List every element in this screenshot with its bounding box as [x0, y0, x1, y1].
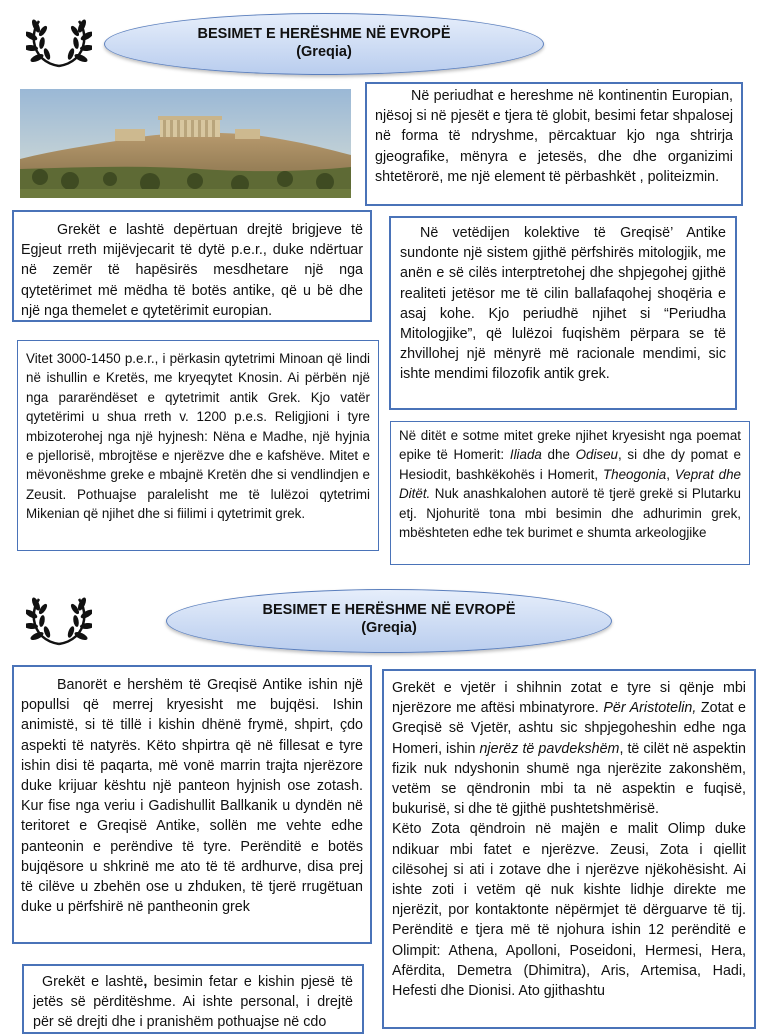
section-title-2	[166, 589, 612, 653]
section-title-line2: (Greqia)	[296, 44, 352, 60]
minoan-text-box	[17, 340, 379, 551]
laurel-wreath-icon	[26, 14, 92, 70]
gods-text-1: Grekët e vjetër i shihnin zotat e tyre si qënje mbi njerëzore me aftësi mbinatyrore. Për Aristotelin, Zotat e Greqisë së Vjetër, ashtu sic shpjegoheshin edhe nga Homeri, ishin njerëz të pavdekshëm, të cilët në aspektin fizik nuk ndyshonin shumë nga njerëzite zakonshëm, vetëm se qëndronin mbi ta në aspektin e fuqisë, bukurisë, si dhe të gjithë pushtetshmërisë.	[392, 680, 747, 818]
mythology-text-box	[389, 216, 737, 410]
intro-text: Në periudhat e hereshme në kontinentin Europian, njësoj si në pjesët e tjera të globit, besimi fetar shpalosej në forma të ndryshme, përcaktuar kjo nga shtrirja gjeografike, mënyra e jetesës, dhe dhe organizimi shtetërorë, me një element të përbashkët , politeizmin.	[375, 88, 733, 185]
section-title-line2: (Greqia)	[361, 620, 417, 636]
immortal-term: njerëz të pavdekshëm	[479, 740, 620, 757]
theogony-title: Theogonia	[602, 466, 667, 482]
intro-text-box	[365, 82, 743, 206]
myths-text: Në ditët e sotme mitet greke njihet kryesisht nga poemat epike të Homerit: Iliada dhe Odiseu, si dhe dy pomat e Hesiodit, bashkëkohës i Homerit, Theogonia, Veprat dhe Ditët. Nuk anashkalohen autorë të tjerë grekë si Plutarku etj. Njohuritë tona mbi besimin dhe adhurimin grek, mbështeten edhe tek burimet e shumta arkeologjike	[399, 428, 741, 541]
inhabitants-text: Banorët e hershëm të Greqisë Antike ishin një popullsi që merrej kryesisht me bujqësi. Ishin animistë, si të tillë i kishin dhënë frymë, shpirt, çdo aspekti të natyrës. Këto shpirtra që në fillesat e tyre ishin disi të paqarta, më vonë marrin trajta njerëzore duke krijuar kështu një panteon hyjnish ose zotash. Kur fise nga veriu i Gadishullit Ballkanik u dyndën në teritoret e Greqisë Antike, sollën me vehte edhe panteonin e perëndive të tyre. Perënditë e botës bujqësore u shkrinë me ato të të ardhurve, disa prej të cilëve u zbehën ose u zhduken, të tjerë rrugëtuan duke u përfshirë në pantheonin grek	[21, 677, 363, 916]
gods-text-2: Këto Zota qëndroin në majën e malit Olimp duke ndikuar mbi fatet e njerëzve. Zeusi, Zota i qiellit cilësohej si ati i zotave dhe i njerëzve njëkohësisht. Ai ishte zoti i vetëm që nuk kishte lidhje direkte me njerëzit, por kontaktonte nëpërmjet të dërguarve të tij. Perënditë e tjera më të njohura ishin 12 perënditë e Olimpit: Athena, Apolloni, Poseidoni, Hermesi, Hera, Afërdita, Demetra (Dhimitra), Aris, Artemisa, Hadi, Hefesti dhe Dionisi. Ato gjithashtu	[392, 821, 746, 1000]
mythology-text: Në vetëdijen kolektive të Greqisë’ Antike sundonte një sistem gjithë përfshirës mitologjik, me anën e së cilës interptretohej dhe shpjegohej gjithë realiteti jetësor me të cilin ballafaqohej shoqëria e asaj kohe. Kjo periudhë njihet si “Periudha Mitologjike”, që lulëzoi fuqishëm përpara se të zhvillohej një mënyrë më racionale mendimi, sic ishte mendimi filozofik antik grek.	[400, 225, 726, 383]
greeks-text: Grekët e lashtë depërtuan drejtë brigjeve të Egjeut rreth mijëvjecarit të dytë p.e.r., duke ndërtuar në zemër të hapësirës mesdhetare një nga qytetërimet më mëdha të botës antike, që u bë dhe një nga themelet e qytetërimit europian.	[21, 222, 363, 319]
laurel-wreath-icon	[26, 592, 92, 648]
myths-text-box	[390, 421, 750, 565]
acropolis-photo	[20, 89, 351, 198]
works-title: Veprat dhe Ditët.	[399, 466, 741, 502]
greeks-text-box	[12, 210, 372, 322]
iliad-title: Iliada	[509, 447, 542, 463]
daily-life-text: Grekët e lashtë, besimin fetar e kishin pjesë të jetës së përditëshme. Ai ishte personal, i drejtë për së drejti dhe i pranishëm pothuajse në cdo	[33, 974, 353, 1031]
odyssey-title: Odiseu	[575, 447, 619, 463]
section-title-1	[104, 13, 544, 75]
aristotle-ref: Për Aristotelin,	[603, 700, 697, 717]
minoan-text: Vitet 3000-1450 p.e.r., i përkasin qytetrimi Minoan që lindi në ishullin e Kretës, me kryeqytet Knosin. Ai përbën një nga pararëndëset e qytetrimit antik Grek. Kjo vatër qytetërimi u shua rreth v. 1200 p.e.s. Religjioni i tyre mbizoterohej nga një hyjnesh: Nëna e Madhe, një hyjnia e pjellorisë, mbrojtëse e njerëzve dhe e kafshëve. Mitet e mëvonëshme greke e mbajnë Kretën dhe si vendlindjen e Zeusit. Pothuajse paralelisht me të lulëzoi qytetrimi Mikenian që njihet dhe si fiilimi i qytetrimit grek.	[26, 351, 370, 522]
section-title-line1: BESIMET E HERËSHME NË EVROPË	[262, 602, 516, 618]
section-title-line1: BESIMET E HERËSHME NË EVROPË	[197, 26, 451, 42]
gods-text-box	[382, 669, 756, 1029]
inhabitants-text-box	[12, 665, 372, 944]
